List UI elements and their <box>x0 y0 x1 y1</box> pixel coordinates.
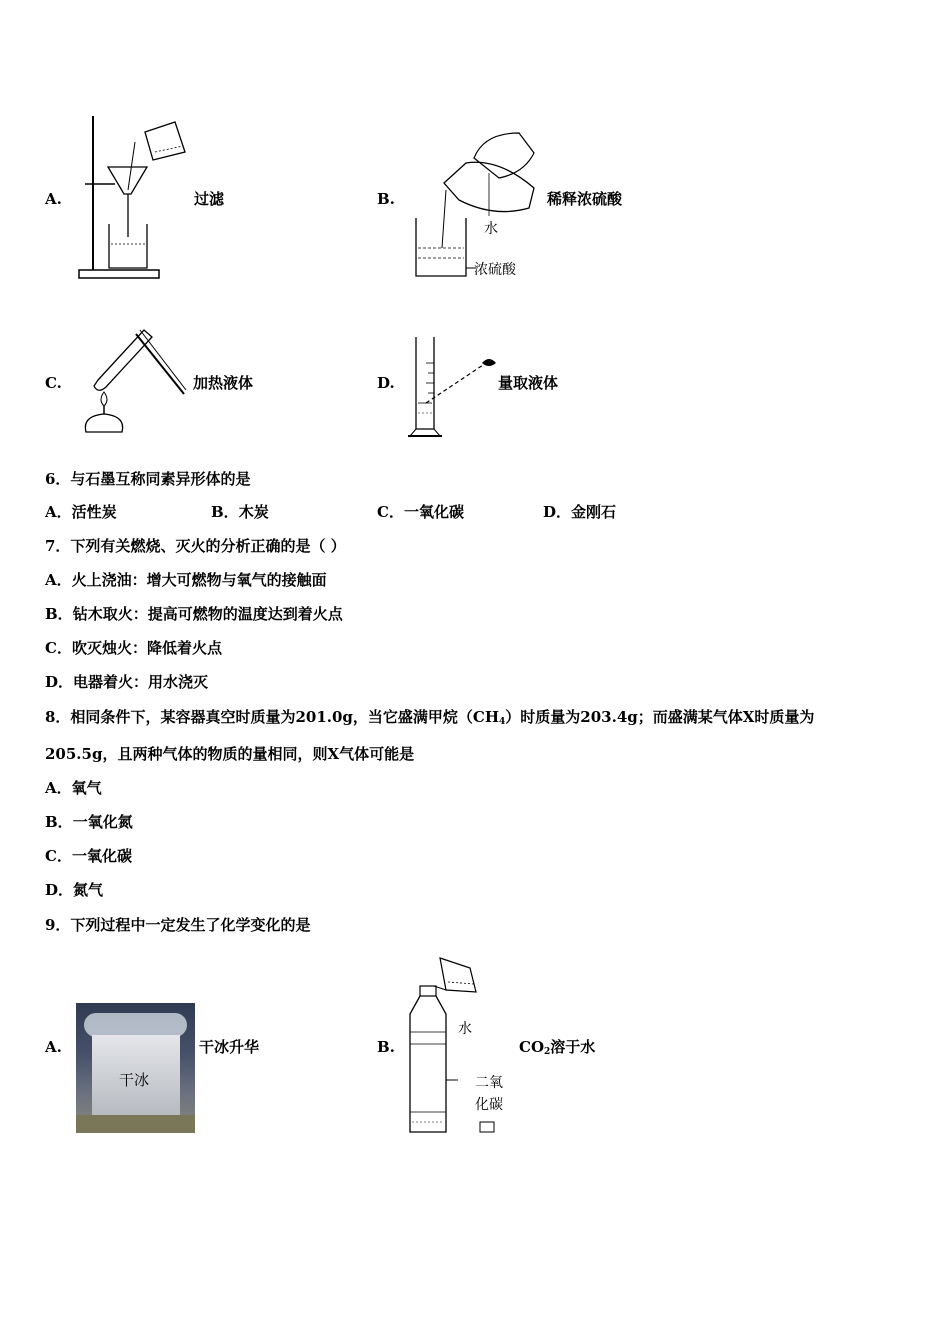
dilution-water-label: 水 <box>484 221 498 237</box>
graduated-cylinder-figure <box>404 333 499 441</box>
co2-label-line1: 二氧 <box>475 1075 503 1091</box>
q6-option-c: C．一氧化碳 <box>377 503 464 521</box>
co2-label-line2: 化碳 <box>475 1097 503 1113</box>
q5-option-d-letter: D. <box>377 374 395 392</box>
q6-stem: 6．与石墨互称同素异形体的是 <box>45 470 251 488</box>
q6-option-a: A．活性炭 <box>45 503 117 521</box>
heating-figure <box>76 322 191 437</box>
q8-stem-line2: 205.5g，且两种气体的物质的量相同，则X气体可能是 <box>45 745 415 763</box>
q7-option-a: A．火上浇油：增大可燃物与氧气的接触面 <box>45 571 327 589</box>
dry-ice-label: 干冰 <box>119 1071 150 1089</box>
co2-water-label: 水 <box>458 1021 472 1037</box>
q6-option-d: D．金刚石 <box>543 503 617 521</box>
q9-stem: 9．下列过程中一定发生了化学变化的是 <box>45 916 311 934</box>
q8-option-b: B．一氧化氮 <box>45 813 133 831</box>
dry-ice-photo <box>76 1003 195 1133</box>
q8-option-d: D．氮气 <box>45 881 104 899</box>
q9-option-b-letter: B. <box>377 1038 395 1056</box>
q5-option-a-caption: 过滤 <box>194 190 225 208</box>
q7-option-b: B．钻木取火：提高可燃物的温度达到着火点 <box>45 605 343 623</box>
q5-option-b-letter: B. <box>377 190 395 208</box>
q9-option-a-caption: 干冰升华 <box>199 1038 260 1056</box>
q8-option-a: A．氧气 <box>45 779 102 797</box>
q5-option-b-caption: 稀释浓硫酸 <box>547 190 623 208</box>
q7-stem: 7．下列有关燃烧、灭火的分析正确的是（ ） <box>45 537 346 555</box>
q5-option-d-caption: 量取液体 <box>498 374 559 392</box>
q8-stem-line1: 8．相同条件下，某容器真空时质量为201.0g，当它盛满甲烷$(CH_4)$时质量为203.4g；而盛满某气体X时质量为 <box>45 708 815 727</box>
q9-option-b-caption: $CO_2$溶于水 <box>519 1038 596 1057</box>
dilution-acid-label: 浓硫酸 <box>474 262 516 278</box>
q5-option-c-letter: C. <box>45 374 62 392</box>
q9-option-a-letter: A. <box>45 1038 62 1056</box>
filtration-figure <box>75 112 190 284</box>
q7-option-c: C．吹灭烛火：降低着火点 <box>45 639 222 657</box>
q6-option-b: B．木炭 <box>211 503 269 521</box>
q7-option-d: D．电器着火：用水浇灭 <box>45 673 209 691</box>
q8-option-c: C．一氧化碳 <box>45 847 132 865</box>
q5-option-a-letter: A. <box>45 190 62 208</box>
q5-option-c-caption: 加热液体 <box>193 374 254 392</box>
